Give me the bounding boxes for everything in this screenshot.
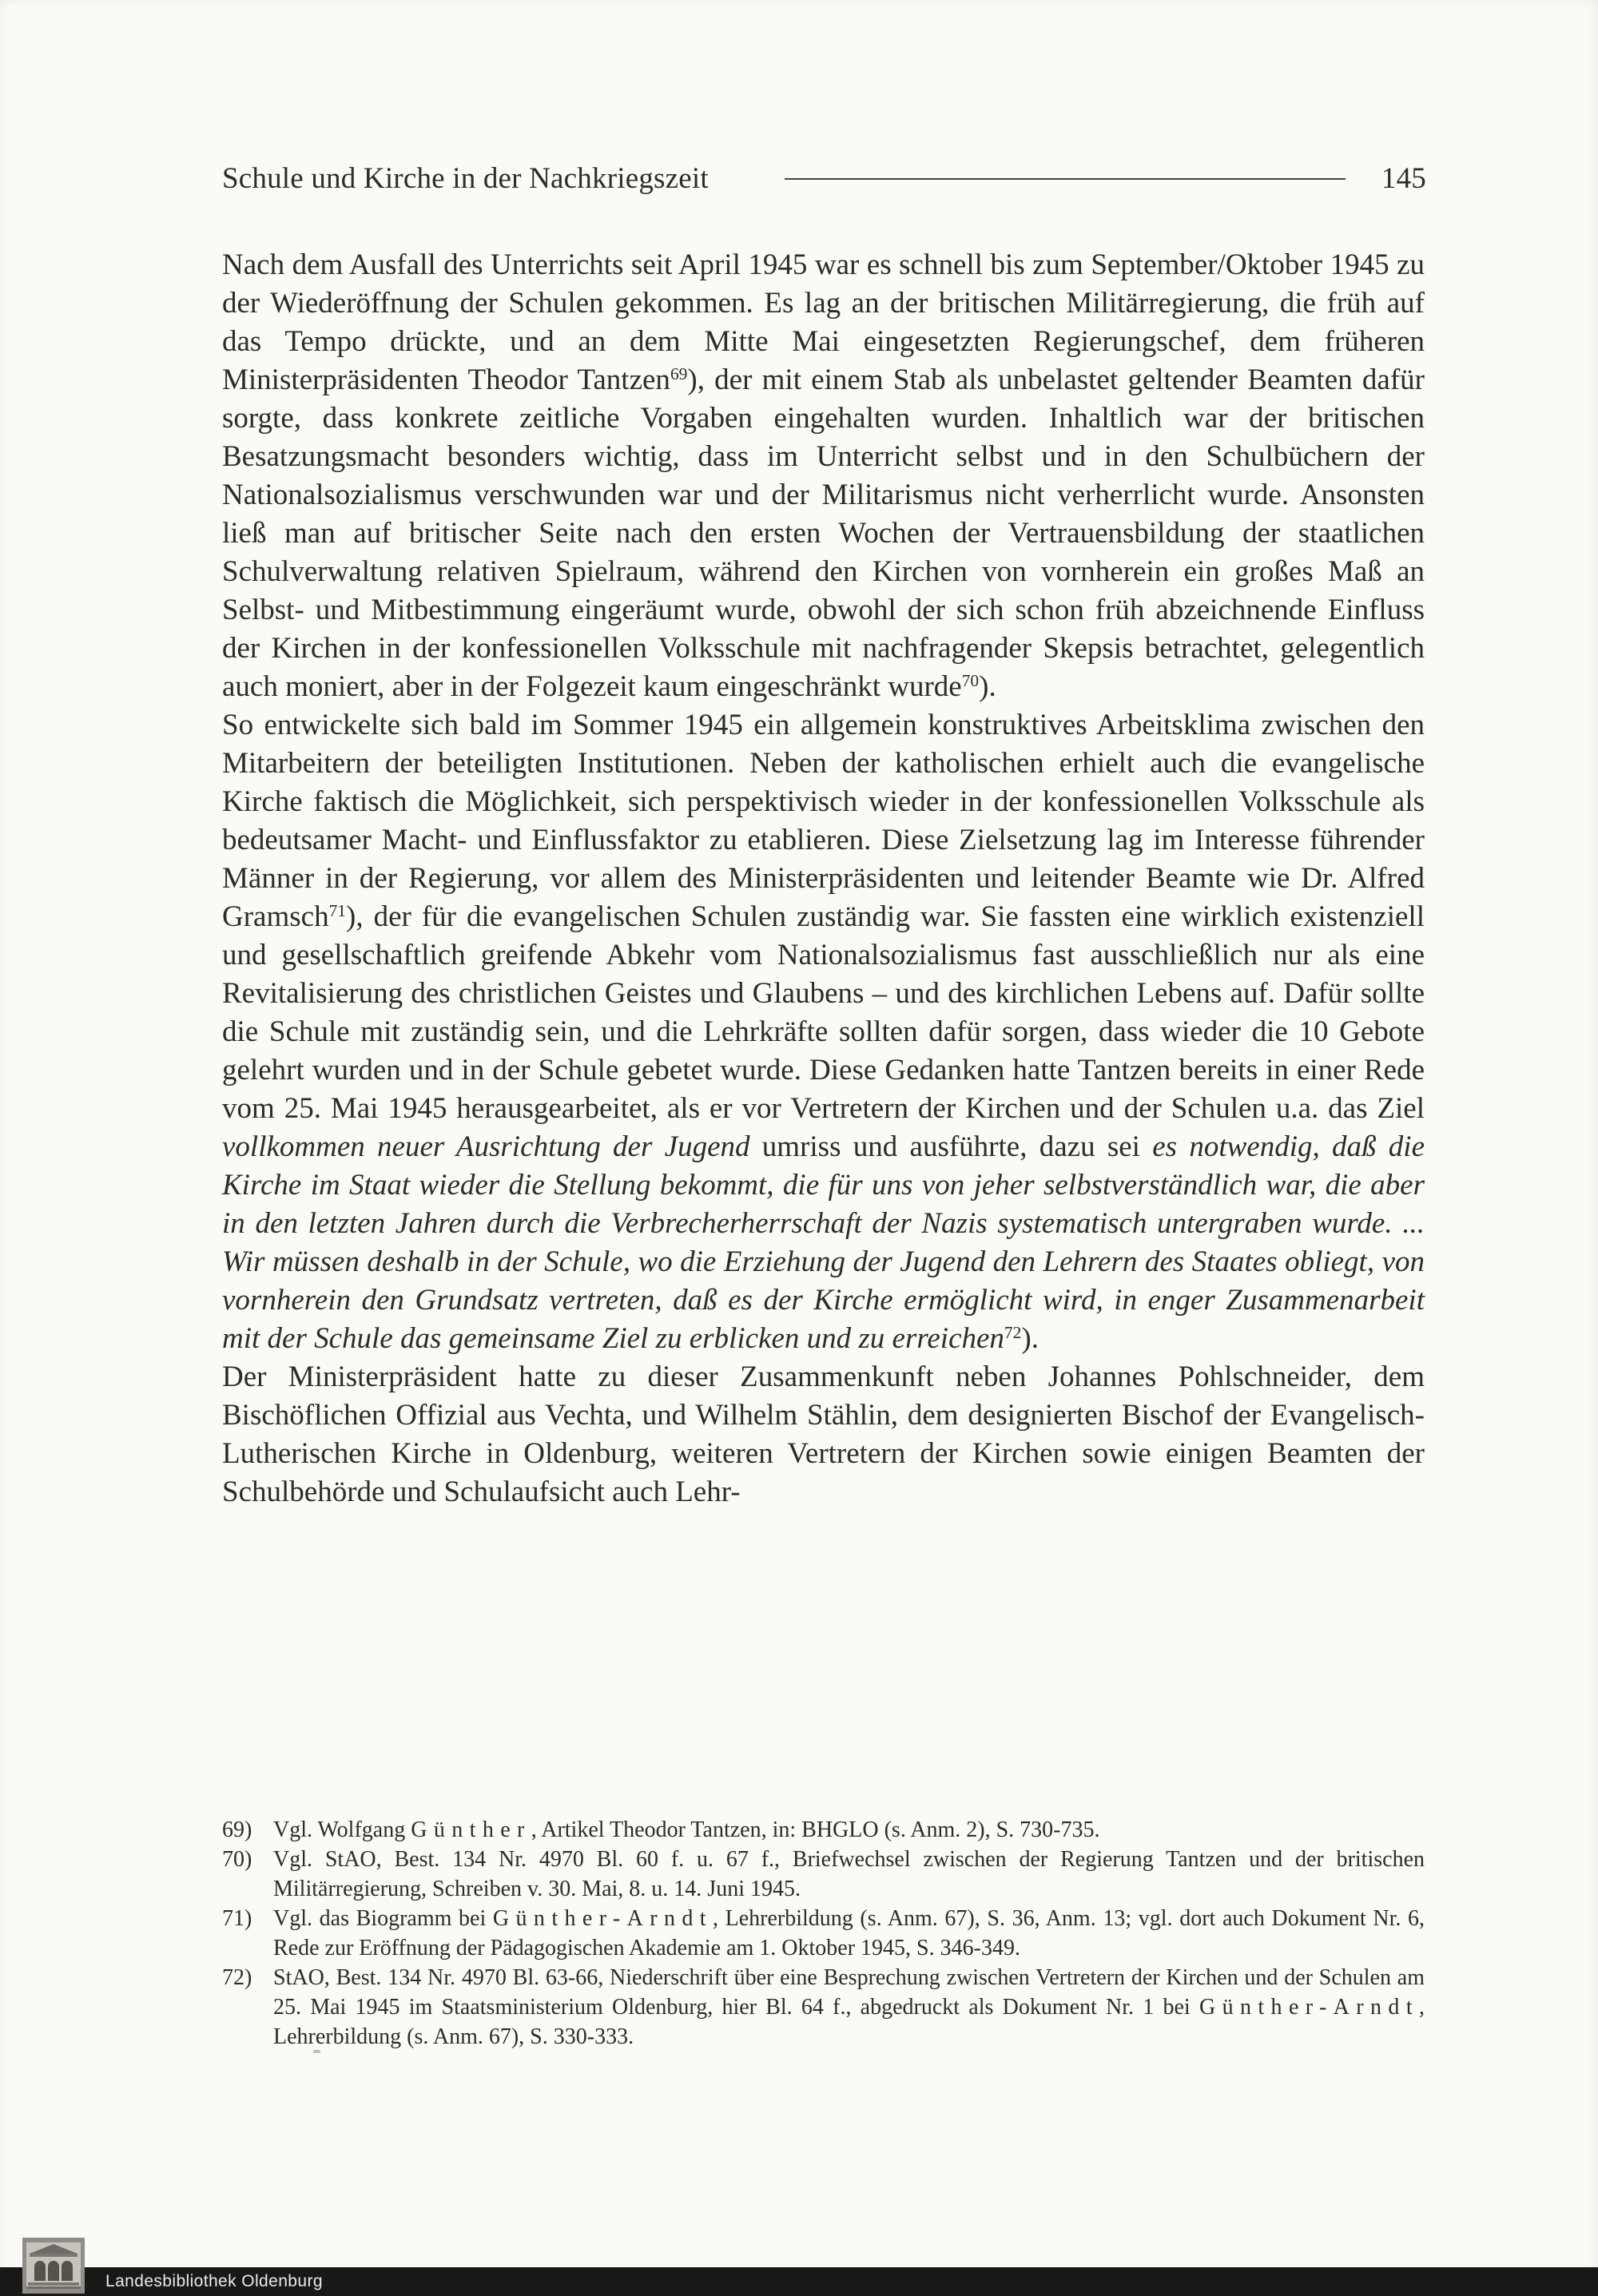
text-run: StAO, Best. 134 Nr. 4970 Bl. 63-66, Niederschrift über eine Besprechung zwischen Vertretern der Kirchen und der Schulen am 25. Mai 1945 im Staatsministerium Oldenburg, hier Bl. 64 f., abgedruckt als Dokument Nr. 1 bei (273, 1965, 1425, 2020)
text-run: Vgl. das Biogramm bei (273, 1906, 493, 1931)
footnote-ref: 70 (961, 671, 980, 691)
text-run: Günther-Arndt (492, 1906, 713, 1931)
text-run: , Lehrerbildung (s. Anm. 67), S. 36, Anm. 13; vgl. dort auch Dokument Nr. 6, Rede zur Eröffnung der Pädagogischen Akademie am 1. Oktober 1945, S. 346-349. (273, 1906, 1425, 1960)
header-rule (785, 178, 1346, 180)
page-number: 145 (1381, 162, 1426, 195)
page-header (222, 161, 1426, 196)
footnote-ref: 69 (670, 364, 688, 384)
text-run: ). (1021, 1322, 1039, 1355)
scan-artifact-dot (313, 2050, 320, 2053)
body-text (222, 246, 1425, 1511)
footnote-text (273, 1904, 1425, 1963)
text-run: ), der mit einem Stab als unbelastet geltender Beamten dafür sorgte, dass konkrete zeitliche Vorgaben eingehalten wurden. Inhaltlich war der britischen Besatzungsmacht besonders wichtig, dass im Unterricht selbst und in den Schulbüchern der Nationalsozialismus verschwunden war und der Militarismus nicht verherrlicht wurde. Ansonsten ließ man auf britischer Seite nach den ersten Wochen der Vertrauensbildung der staatlichen Schulverwaltung relativen Spielraum, während den Kirchen von vornherein ein großes Maß an Selbst- und Mitbestimmung eingeräumt wurde, obwohl der sich schon früh abzeichnende Einfluss der Kirchen in der konfessionellen Volksschule mit nachfragender Skepsis betrachtet, gelegentlich auch moniert, aber in der Folgezeit kaum eingeschränkt wurde (222, 363, 1425, 703)
text-run: So entwickelte sich bald im Sommer 1945 ein allgemein konstruktives Arbeitsklima zwischen den Mitarbeitern der beteiligten Institutionen. Neben der katholischen erhielt auch die evangelische Kirche faktisch die Möglichkeit, sich perspektivisch wieder in der konfessionellen Volksschule als bedeutsamer Macht- und Einflussfaktor zu etablieren. Diese Zielsetzung lag im Interesse führender Männer in der Regierung, vor allem des Ministerpräsidenten und leitender Beamte wie Dr. Alfred Gramsch (222, 709, 1425, 933)
footnote-ref: 71 (328, 901, 347, 921)
footnote (222, 1815, 1425, 1845)
text-run: Der Ministerpräsident hatte zu dieser Zusammenkunft neben Johannes Pohlschneider, dem Bischöflichen Offizial aus Vechta, und Wilhelm Stählin, dem designierten Bischof der Evangelisch-Lutherischen Kirche in Oldenburg, weiteren Vertretern der Kirchen sowie einigen Beamten der Schulbehörde und Schulaufsicht auch Lehr- (222, 1361, 1425, 1508)
footnote-number: 72) (222, 1965, 252, 1990)
paragraph (222, 1358, 1425, 1511)
footnote-text (273, 1963, 1425, 2052)
paragraph (222, 706, 1425, 1358)
footnote-ref: 72 (1004, 1323, 1022, 1343)
text-run: Günther (411, 1817, 531, 1842)
text-run: Günther-Arndt (1198, 1995, 1419, 2020)
text-run: ). (979, 670, 996, 703)
footnote (222, 1845, 1425, 1904)
text-run: Nach dem Ausfall des Unterrichts seit April 1945 war es schnell bis zum September/Oktober 1945 zu der Wiederöffnung der Schulen gekommen. Es lag an der britischen Militärregierung, die früh auf das Tempo drückte, und an dem Mitte Mai eingesetzten Regierungschef, dem früheren Ministerpräsidenten Theodor Tantzen (222, 248, 1425, 396)
text-run: ), der für die evangelischen Schulen zuständig war. Sie fassten eine wirklich existenziell und gesellschaftlich greifende Abkehr vom Nationalsozialismus fast ausschließlich nur als eine Revitalisierung des christlichen Geistes und Glaubens – und des kirchlichen Lebens auf. Dafür sollte die Schule mit zuständig sein, und die Lehrkräfte sollten dafür sorgen, dass wieder die 10 Gebote gelehrt wurden und in der Schule gebetet wurde. Diese Gedanken hatte Tantzen bereits in einer Rede vom 25. Mai 1945 herausgearbeitet, als er vor Vertretern der Kirchen und der Schulen u.a. das Ziel (222, 900, 1425, 1125)
library-label: Landesbibliothek Oldenburg (105, 2272, 323, 2290)
footer-bar (0, 2267, 1598, 2296)
text-run: umriss und ausführte, dazu sei (749, 1130, 1153, 1163)
running-title: Schule und Kirche in der Nachkriegszeit (222, 162, 709, 195)
footnote-number: 69) (222, 1817, 252, 1842)
text-run: es notwendig, daß die Kirche im Staat wieder die Stellung bekommt, die für uns von jeher selbstverständlich war, die aber in den letzten Jahren durch die Verbrecherherrschaft der Nazis systematisch untergraben wurde. ... Wir müssen deshalb in der Schule, wo die Erziehung der Jugend den Lehrern des Staates obliegt, von vornherein den Grundsatz vertreten, daß es der Kirche ermöglicht wird, in enger Zusammenarbeit mit der Schule das gemeinsame Ziel zu erblicken und zu erreichen (222, 1130, 1425, 1355)
footnotes-section (222, 1815, 1425, 2052)
footnote-number: 71) (222, 1906, 252, 1931)
footnote-text (273, 1815, 1425, 1845)
text-run: Vgl. StAO, Best. 134 Nr. 4970 Bl. 60 f. u. 67 f., Briefwechsel zwischen der Regierung Tantzen und der britischen Militärregierung, Schreiben v. 30. Mai, 8. u. 14. Juni 1945. (273, 1847, 1425, 1901)
footnote (222, 1963, 1425, 2052)
footnote-text (273, 1845, 1425, 1904)
text-run: Vgl. Wolfgang (273, 1817, 411, 1842)
text-run: vollkommen neuer Ausrichtung der Jugend (222, 1130, 750, 1163)
library-building-icon (22, 2238, 85, 2294)
footnote-number: 70) (222, 1847, 252, 1872)
paragraph (222, 246, 1425, 706)
text-run: , Lehrerbildung (s. Anm. 67), S. 330-333. (273, 1995, 1425, 2049)
text-run: , Artikel Theodor Tantzen, in: BHGLO (s. Anm. 2), S. 730-735. (531, 1817, 1100, 1842)
footnote (222, 1904, 1425, 1963)
